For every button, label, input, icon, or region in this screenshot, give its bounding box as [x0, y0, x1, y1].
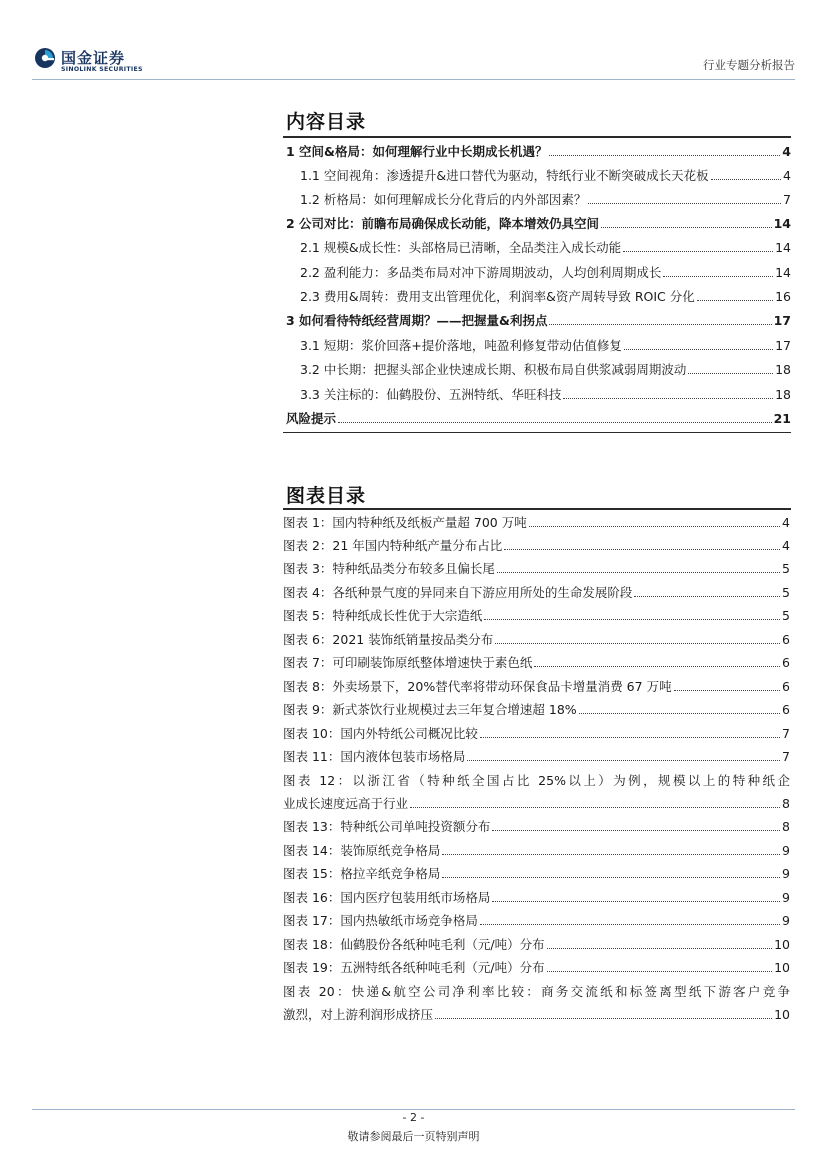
- page-number: - 2 -: [402, 1111, 425, 1124]
- toc-entry-text: 3.1 短期：浆价回落+提价落地，吨盈利修复带动估值修复: [300, 338, 622, 353]
- header-divider: [32, 79, 795, 80]
- figure-entry-text: 图表 9：新式茶饮行业规模过去三年复合增速超 18%: [283, 702, 577, 717]
- toc-entry[interactable]: [300, 239, 791, 257]
- leader-dots: [529, 526, 780, 527]
- leader-dots: [601, 227, 772, 228]
- figure-entry-text: 图表 8：外卖场景下，20%替代率将带动环保食品卡增量消费 67 万吨: [283, 679, 672, 694]
- figure-entry-text: 图表 3：特种纸品类分布较多且偏长尾: [283, 561, 495, 576]
- figure-entry[interactable]: [283, 889, 790, 907]
- figure-entry-page: 6: [782, 679, 790, 694]
- report-type: 行业专题分析报告: [703, 58, 795, 72]
- figure-entry[interactable]: [283, 959, 790, 977]
- toc-entry-text: 2.3 费用&周转：费用支出管理优化，利润率&资产周转导致 ROIC 分化: [300, 289, 695, 304]
- figure-entry[interactable]: [283, 725, 790, 743]
- figure-entry-page: 9: [782, 843, 790, 858]
- figure-entry[interactable]: [283, 842, 790, 860]
- figure-entry-text: 图表 17：国内热敏纸市场竞争格局: [283, 913, 478, 928]
- toc-top-rule: [283, 136, 791, 138]
- figure-entry-text: 图表 4：各纸种景气度的异同来自下游应用所处的生命发展阶段: [283, 585, 633, 600]
- figure-entry[interactable]: [283, 537, 790, 555]
- figure-entry[interactable]: [283, 983, 790, 1024]
- leader-dots: [623, 251, 773, 252]
- figure-entry-text: 图表 13：特种纸公司单吨投资额分布: [283, 819, 491, 834]
- leader-dots: [435, 1018, 772, 1019]
- leader-dots: [467, 760, 780, 761]
- toc-entry[interactable]: [286, 410, 791, 428]
- toc-entry-text: 3.2 中长期：把握头部企业快速成长期、积极布局自供浆减弱周期波动: [300, 362, 687, 377]
- figure-entry-page: 7: [782, 749, 790, 764]
- figure-entry-page: 6: [782, 702, 790, 717]
- leader-dots: [674, 690, 780, 691]
- leader-dots: [547, 971, 773, 972]
- toc-entry-page: 17: [775, 338, 791, 353]
- figure-entry-page: 4: [782, 538, 790, 553]
- figure-entry-text: 图表 15：格拉辛纸竞争格局: [283, 866, 441, 881]
- figure-entry-page: 9: [782, 913, 790, 928]
- toc-entry[interactable]: [286, 215, 791, 233]
- figure-entry-text: 图表 12：以浙江省（特种纸全国占比 25%以上）为例，规模以上的特种纸企: [283, 773, 790, 788]
- leader-dots: [634, 596, 780, 597]
- toc-entry[interactable]: [300, 191, 791, 209]
- toc-entry-page: 14: [775, 265, 791, 280]
- figure-entry-page: 10: [774, 1007, 790, 1022]
- figure-entry[interactable]: [283, 631, 790, 649]
- toc-entry-text: 2.1 规模&成长性：头部格局已清晰，全品类注入成长动能: [300, 240, 622, 255]
- leader-dots: [410, 807, 780, 808]
- leader-dots: [711, 179, 781, 180]
- figure-entry[interactable]: [283, 936, 790, 954]
- figure-entry-text: 图表 7：可印刷装饰原纸整体增速快于素色纸: [283, 655, 533, 670]
- toc-entry-text: 3 如何看待特纸经营周期？——把握量&利拐点: [286, 313, 548, 328]
- leader-dots: [547, 948, 773, 949]
- figure-entry-page: 9: [782, 866, 790, 881]
- brand-name-cn: 国金证券: [61, 49, 126, 67]
- figure-entry[interactable]: [283, 560, 790, 578]
- toc-entry-text: 2 公司对比：前瞻布局确保成长动能，降本增效仍具空间: [286, 216, 600, 231]
- toc-entry-text: 1 空间&格局：如何理解行业中长期成长机遇？: [286, 144, 548, 159]
- figure-entry-text: 图表 18：仙鹤股份各纸种吨毛利（元/吨）分布: [283, 937, 545, 952]
- figure-entry[interactable]: [283, 654, 790, 672]
- leader-dots: [697, 300, 773, 301]
- figure-entry[interactable]: [283, 818, 790, 836]
- leader-dots: [442, 854, 780, 855]
- figure-entry-text: 图表 11：国内液体包装市场格局: [283, 749, 466, 764]
- figures-title: 图表目录: [286, 485, 367, 507]
- figure-entry-page: 5: [782, 585, 790, 600]
- figure-entry[interactable]: [283, 865, 790, 883]
- figure-entry[interactable]: [283, 772, 790, 813]
- toc-entry[interactable]: [300, 264, 791, 282]
- toc-entry-page: 14: [775, 240, 791, 255]
- figure-entry-page: 5: [782, 608, 790, 623]
- leader-dots: [563, 398, 773, 399]
- toc-entry[interactable]: [286, 312, 791, 330]
- figure-entry-page: 6: [782, 655, 790, 670]
- toc-entry-text: 1.2 析格局：如何理解成长分化背后的内外部因素？: [300, 192, 587, 207]
- leader-dots: [484, 619, 780, 620]
- figure-entry-text: 图表 5：特种纸成长性优于大宗造纸: [283, 608, 483, 623]
- toc-entry-text: 2.2 盈利能力：多品类布局对冲下游周期波动，人均创利周期成长: [300, 265, 662, 280]
- leader-dots: [480, 737, 780, 738]
- figure-entry-text-continued: 业成长速度远高于行业: [283, 796, 409, 811]
- toc-entry-page: 16: [775, 289, 791, 304]
- figure-entry-page: 9: [782, 890, 790, 905]
- toc-entry[interactable]: [300, 386, 791, 404]
- toc-entry-page: 4: [783, 168, 791, 183]
- toc-entry[interactable]: [300, 167, 791, 185]
- toc-entry-page: 17: [773, 313, 791, 328]
- figure-entry-page: 8: [782, 819, 790, 834]
- figure-entry-page: 8: [782, 796, 790, 811]
- figure-entry-page: 10: [774, 937, 790, 952]
- leader-dots: [338, 422, 772, 423]
- figure-entry[interactable]: [283, 607, 790, 625]
- figure-entry-text: 图表 19：五洲特纸各纸种吨毛利（元/吨）分布: [283, 960, 545, 975]
- toc-entry-page: 21: [773, 411, 791, 426]
- figure-entry-page: 6: [782, 632, 790, 647]
- figure-entry[interactable]: [283, 514, 790, 532]
- toc-entry-page: 4: [782, 144, 791, 159]
- toc-entry-page: 18: [775, 387, 791, 402]
- leader-dots: [492, 830, 780, 831]
- figure-entry[interactable]: [283, 748, 790, 766]
- leader-dots: [442, 877, 780, 878]
- toc-entry-page: 14: [773, 216, 791, 231]
- brand-name-en: SINOLINK SECURITIES: [61, 66, 143, 73]
- figure-entry-page: 4: [782, 515, 790, 530]
- leader-dots: [497, 572, 780, 573]
- toc-bottom-rule: [283, 432, 791, 433]
- sinolink-logo-icon: [34, 47, 56, 69]
- figures-top-rule: [283, 508, 791, 510]
- footer-divider: [32, 1109, 795, 1110]
- toc-title: 内容目录: [286, 111, 367, 133]
- leader-dots: [588, 203, 781, 204]
- figure-entry-text-continued: 激烈，对上游利润形成挤压: [283, 1007, 434, 1022]
- toc-entry-page: 7: [783, 192, 791, 207]
- footer-disclaimer: 敬请参阅最后一页特别声明: [347, 1130, 480, 1143]
- figure-entry-text: 图表 16：国内医疗包装用纸市场格局: [283, 890, 491, 905]
- toc-entry-text: 1.1 空间视角：渗透提升&进口替代为驱动，特纸行业不断突破成长天花板: [300, 168, 709, 183]
- figure-entry-text: 图表 1：国内特种纸及纸板产量超 700 万吨: [283, 515, 527, 530]
- page-header: [0, 0, 827, 80]
- figure-entry-text: 图表 10：国内外特纸公司概况比较: [283, 726, 478, 741]
- figure-entry-page: 5: [782, 561, 790, 576]
- figure-entry[interactable]: [283, 912, 790, 930]
- figure-entry-page: 7: [782, 726, 790, 741]
- leader-dots: [624, 349, 773, 350]
- figure-entry[interactable]: [283, 678, 790, 696]
- figure-entry-text: 图表 2：21 年国内特种纸产量分布占比: [283, 538, 503, 553]
- toc-entry-text: 风险提示: [286, 411, 337, 426]
- figure-entry-text: 图表 14：装饰原纸竞争格局: [283, 843, 441, 858]
- toc-entry[interactable]: [300, 337, 791, 355]
- toc-entry[interactable]: [300, 361, 791, 379]
- toc-entry-page: 18: [775, 362, 791, 377]
- toc-entry-text: 3.3 关注标的：仙鹤股份、五洲特纸、华旺科技: [300, 387, 562, 402]
- leader-dots: [688, 373, 773, 374]
- leader-dots: [492, 901, 780, 902]
- leader-dots: [534, 666, 780, 667]
- figure-entry-text: 图表 20：快递&航空公司净利率比较：商务交流纸和标签离型纸下游客户竞争: [283, 984, 790, 999]
- leader-dots: [549, 155, 780, 156]
- leader-dots: [504, 549, 780, 550]
- leader-dots: [480, 924, 780, 925]
- figure-entry-page: 10: [774, 960, 790, 975]
- toc-entry[interactable]: [300, 288, 791, 306]
- figure-entry[interactable]: [283, 584, 790, 602]
- leader-dots: [579, 713, 780, 714]
- leader-dots: [663, 276, 773, 277]
- leader-dots: [549, 324, 771, 325]
- figure-entry-text: 图表 6：2021 装饰纸销量按品类分布: [283, 632, 494, 647]
- toc-entry[interactable]: [286, 143, 791, 161]
- figure-entry[interactable]: [283, 701, 790, 719]
- leader-dots: [495, 643, 780, 644]
